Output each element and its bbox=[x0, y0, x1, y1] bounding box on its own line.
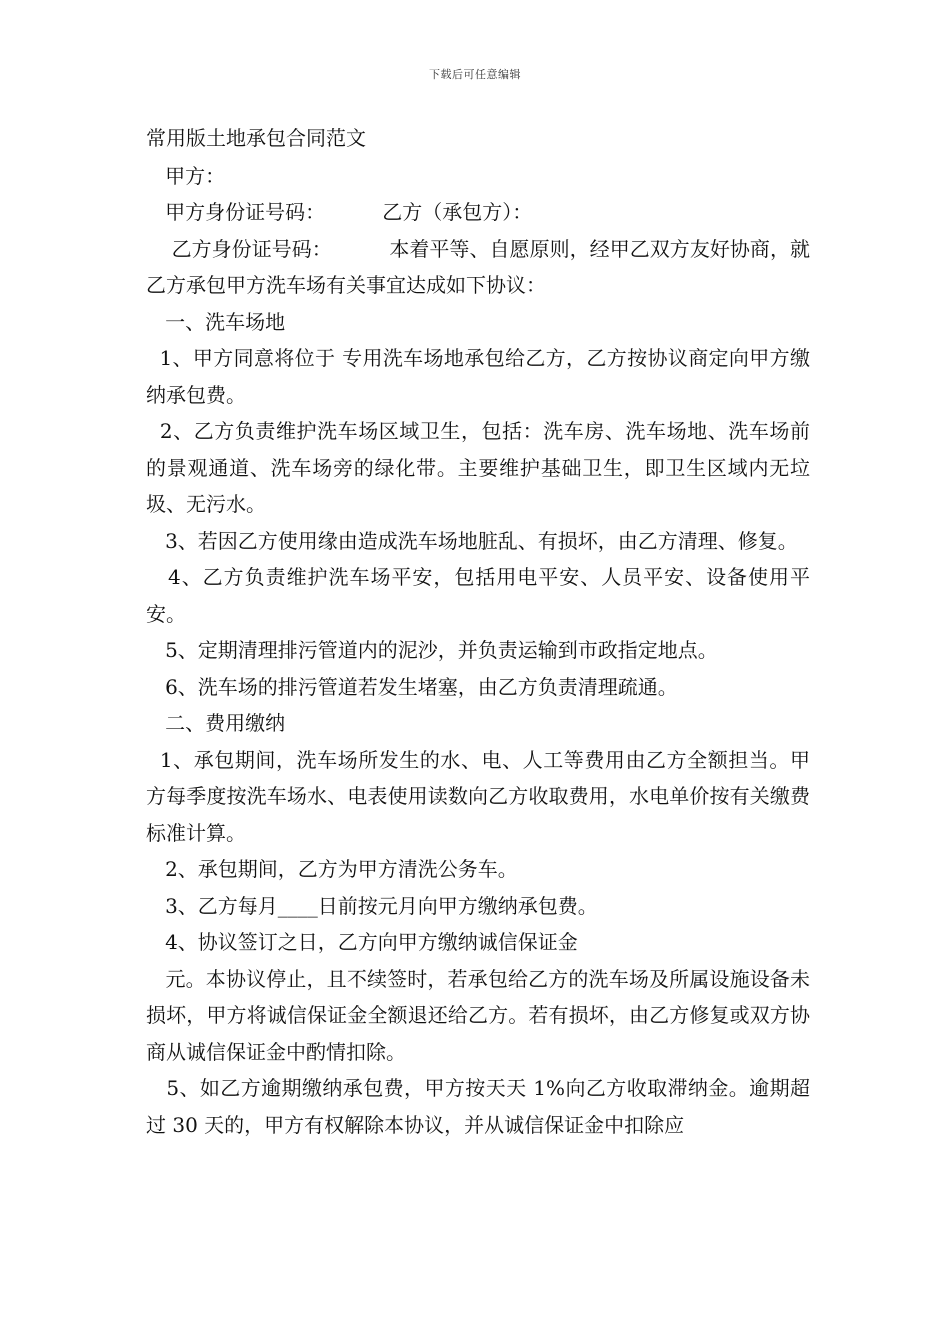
clause-2-4-continued: 元。本协议停止，且不续签时，若承包给乙方的洗车场及所属设施设备未损坏，甲方将诚信保证金全额退还给乙方。若有损坏，由乙方修复或双方协商从诚信保证金中酌情扣除。 bbox=[146, 966, 811, 1064]
clause-2-1: 1、承包期间，洗车场所发生的水、电、人工等费用由乙方全额担当。甲方每季度按洗车场水、电表使用读数向乙方收取费用，水电单价按有关缴费标准计算。 bbox=[146, 747, 810, 845]
paragraph-party-a: 甲方： bbox=[146, 163, 226, 188]
clause-2-2: 2、承包期间，乙方为甲方清洗公务车。 bbox=[146, 857, 518, 881]
clause-2-4: 4、协议签订之日，乙方向甲方缴纳诚信保证金 bbox=[146, 930, 578, 954]
clause-2-5: 5、如乙方逾期缴纳承包费，甲方按天天 1%向乙方收取滞纳金。逾期超过 30 天的，甲方有权解除本协议，并从诚信保证金中扣除应 bbox=[146, 1076, 811, 1137]
clause-1-5: 5、定期清理排污管道内的泥沙，并负责运输到市政指定地点。 bbox=[146, 638, 718, 662]
document-title: 常用版土地承包合同范文 bbox=[146, 126, 366, 150]
clause-1-2: 2、乙方负责维护洗车场区域卫生，包括：洗车房、洗车场地、洗车场前的景观通道、洗车场旁的绿化带。主要维护基础卫生，即卫生区域内无垃圾、无污水。 bbox=[146, 419, 810, 516]
document-body bbox=[146, 120, 810, 1143]
section-heading-fees: 二、费用缴纳 bbox=[146, 711, 286, 735]
section-heading-site: 一、洗车场地 bbox=[146, 309, 286, 334]
clause-1-4: 4、乙方负责维护洗车场平安，包括用电平安、人员平安、设备使用平安。 bbox=[146, 565, 810, 626]
paragraph-id-numbers: 甲方身份证号码： 乙方（承包方）： bbox=[146, 200, 533, 224]
clause-1-6: 6、洗车场的排污管道若发生堵塞，由乙方负责清理疏通。 bbox=[146, 674, 678, 699]
paragraph-preamble: 乙方身份证号码： 本着平等、自愿原则，经甲乙双方友好协商，就乙方承包甲方洗车场有关事宜达成如下协议： bbox=[146, 236, 810, 297]
page-header-note: 下载后可任意编辑 bbox=[429, 68, 521, 81]
clause-1-3: 3、若因乙方使用缘由造成洗车场地脏乱、有损坏，由乙方清理、修复。 bbox=[146, 528, 798, 553]
clause-2-3: 3、乙方每月____日前按元月向甲方缴纳承包费。 bbox=[146, 893, 598, 918]
clause-1-1: 1、甲方同意将位于 专用洗车场地承包给乙方，乙方按协议商定向甲方缴纳承包费。 bbox=[146, 346, 810, 407]
